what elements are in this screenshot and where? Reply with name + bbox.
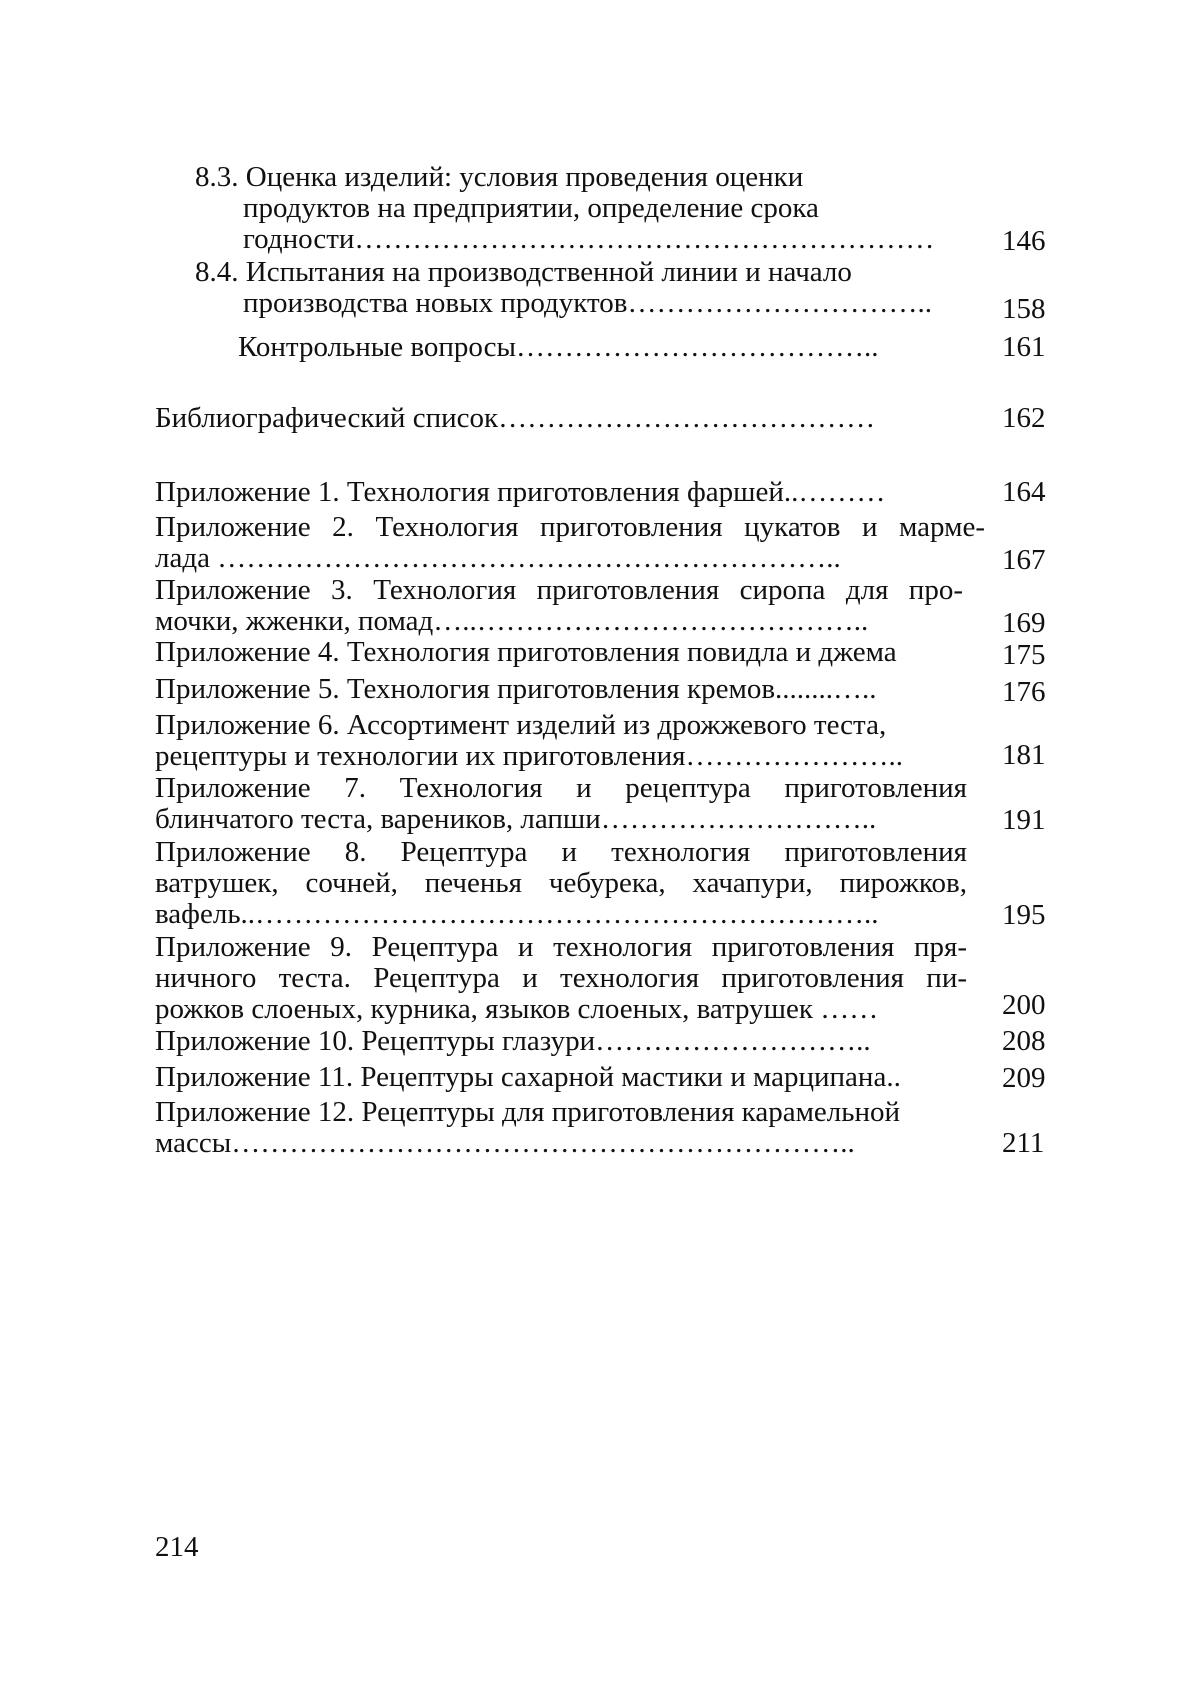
toc-entry-text: 8.4. Испытания на производственной линии и начало (195, 256, 852, 288)
toc-entry-appendix-3 (155, 575, 985, 637)
toc-page-number: 158 (1002, 293, 1046, 325)
toc-entry-text: Приложение 6. Ассортимент изделий из дрожжевого теста, (155, 709, 887, 741)
toc-entry-text: ничного теста. Рецептура и технология приготовления пи- (155, 962, 967, 994)
toc-page-number: 181 (1002, 739, 1046, 771)
toc-entry-text: Приложение 8. Рецептура и технология приготовления (155, 836, 967, 868)
toc-entry-questions (238, 332, 998, 363)
toc-page-number: 175 (1002, 639, 1046, 671)
toc-entry-text: Приложение 11. Рецептуры сахарной мастики и марципана.. (155, 1061, 901, 1093)
toc-page-number: 167 (1002, 544, 1046, 576)
toc-entry-text: Приложение 12. Рецептуры для приготовления карамельной (155, 1096, 901, 1128)
toc-entry-text: 8.3. Оценка изделий: условия проведения оценки (195, 161, 804, 193)
toc-page-number: 208 (1002, 1025, 1046, 1057)
toc-page-number: 162 (1002, 402, 1046, 434)
toc-entry-appendix-5 (155, 674, 985, 705)
toc-entry-text: Библиографический список………………………………… (155, 403, 876, 434)
toc-entry-text: мочки, жженки, помад…..………………………………….. (155, 606, 869, 637)
toc-entry-appendix-7 (155, 773, 985, 835)
toc-entry-appendix-9 (155, 932, 985, 1025)
toc-entry-text: Приложение 4. Технология приготовления повидла и джема (155, 636, 897, 668)
toc-entry-text: производства новых продуктов………………………….. (243, 288, 932, 319)
toc-entry-appendix-1 (155, 477, 985, 508)
toc-entry-appendix-6 (155, 710, 985, 772)
toc-entry-text: Приложение 7. Технология и рецептура приготовления (155, 772, 967, 804)
toc-entry-8-4 (195, 257, 995, 319)
toc-entry-appendix-10 (155, 1026, 985, 1057)
toc-entry-appendix-12 (155, 1097, 985, 1159)
toc-entry-text: годности…………………………………………………… (243, 224, 935, 255)
toc-entry-text: массы……………………………………………………….. (155, 1128, 855, 1159)
toc-page-number: 195 (1002, 899, 1046, 931)
toc-entry-8-3 (195, 162, 995, 255)
toc-page-number: 146 (1002, 225, 1046, 257)
toc-entry-text: Приложение 10. Рецептуры глазури……………………….. (155, 1026, 871, 1057)
toc-entry-text: Приложение 1. Технология приготовления фаршей..……… (155, 477, 886, 508)
toc-entry-text: лада ……………………………………………………….. (155, 543, 841, 574)
toc-page-number: 164 (1002, 476, 1046, 508)
toc-entry-appendix-4 (155, 637, 985, 668)
toc-entry-text: Приложение 9. Рецептура и технология приготовления пря- (155, 931, 967, 963)
toc-entry-text: Приложение 2. Технология приготовления цукатов и марме- (155, 511, 985, 543)
toc-entry-appendix-2 (155, 512, 985, 574)
toc-page-number: 209 (1002, 1062, 1046, 1094)
toc-page-number: 200 (1002, 989, 1046, 1021)
toc-entry-text: вафель..……………………………………………………….. (155, 899, 879, 930)
toc-page-number: 161 (1002, 331, 1046, 363)
toc-entry-text: блинчатого теста, вареников, лапши……………………….. (155, 804, 877, 835)
toc-entry-text: Контрольные вопросы……………………………….. (238, 332, 879, 363)
toc-entry-text: рецептуры и технологии их приготовления………………….. (155, 741, 903, 772)
toc-entry-text: ватрушек, сочней, печенья чебурека, хачапури, пирожков, (155, 867, 967, 899)
toc-entry-appendix-8 (155, 837, 985, 930)
toc-page-number: 169 (1002, 607, 1046, 639)
toc-entry-text: Приложение 3. Технология приготовления сиропа для про- (155, 574, 963, 606)
toc-entry-text: продуктов на предприятии, определение срока (243, 192, 819, 224)
toc-entry-text: рожков слоеных, курника, языков слоеных, ватрушек …… (155, 993, 879, 1025)
toc-entry-appendix-11 (155, 1062, 985, 1093)
toc-entry-bibliography (155, 403, 985, 434)
page-number: 214 (155, 1531, 199, 1563)
toc-page-number: 211 (1002, 1127, 1045, 1159)
toc-entry-text: Приложение 5. Технология приготовления кремов........….. (155, 674, 877, 705)
toc-page-number: 191 (1002, 804, 1046, 836)
toc-page-number: 176 (1002, 676, 1046, 708)
